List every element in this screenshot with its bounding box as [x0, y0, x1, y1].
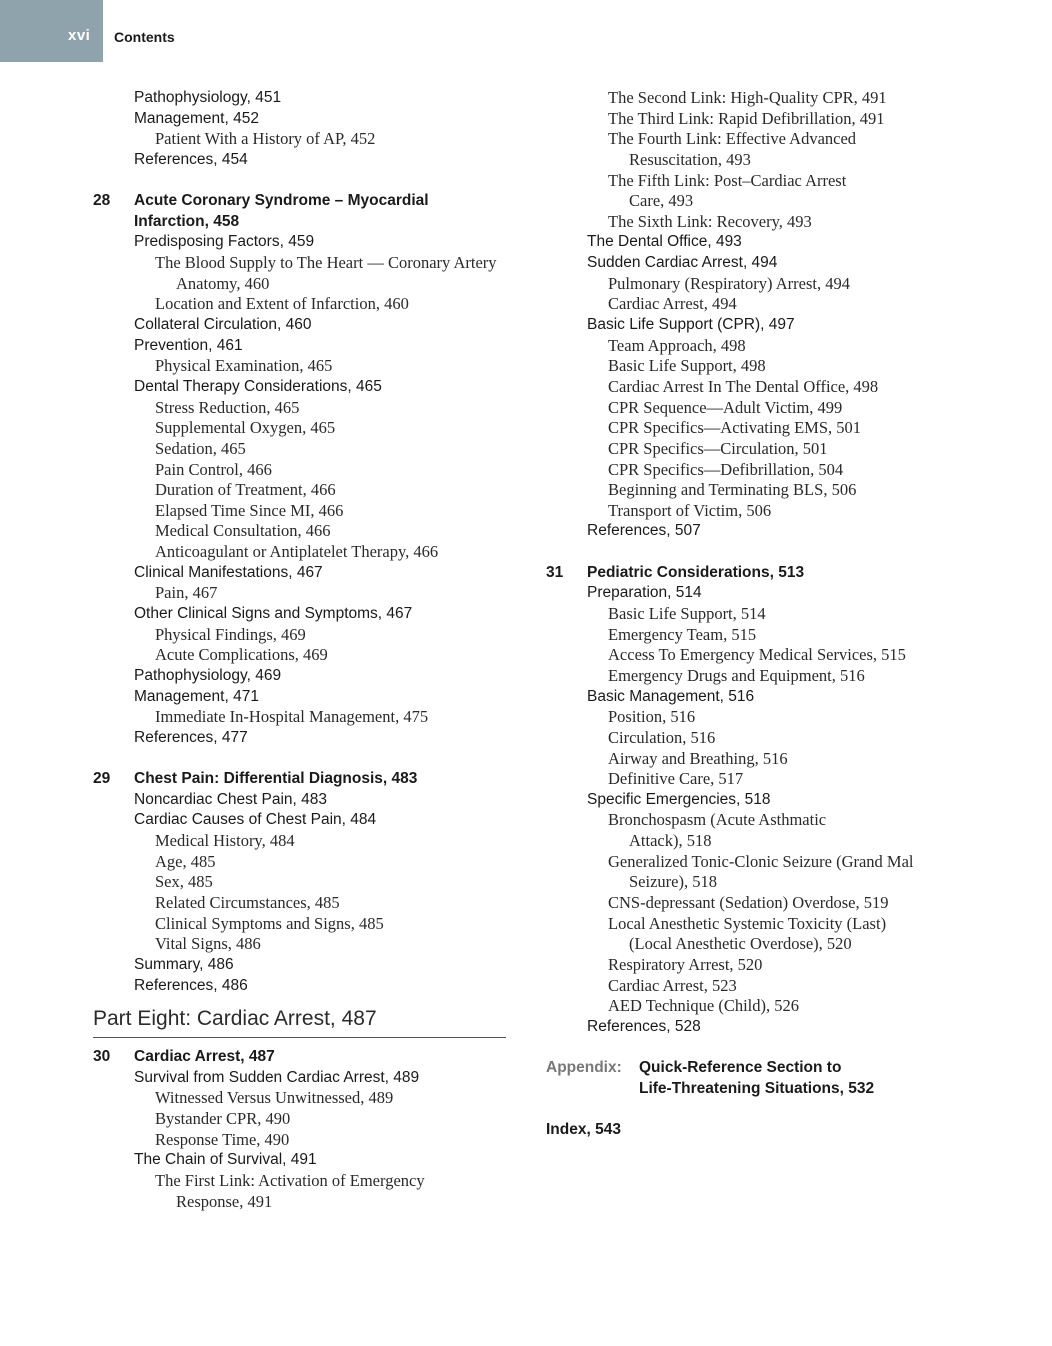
toc-subentry[interactable]: Location and Extent of Infarction, 460	[155, 294, 409, 314]
toc-entry[interactable]: Prevention, 461	[134, 336, 243, 354]
toc-entry[interactable]: Collateral Circulation, 460	[134, 316, 312, 334]
toc-entry[interactable]: References, 477	[134, 728, 248, 746]
contents-left-column	[93, 88, 506, 1212]
toc-entry[interactable]: Preparation, 514	[587, 584, 702, 602]
toc-subentry[interactable]: Sedation, 465	[155, 438, 246, 458]
toc-subentry-cont[interactable]: (Local Anesthetic Overdose), 520	[629, 934, 852, 954]
toc-entry[interactable]: Pathophysiology, 451	[134, 89, 282, 106]
toc-entry[interactable]: Cardiac Causes of Chest Pain, 484	[134, 811, 377, 829]
toc-entry[interactable]: Basic Management, 516	[587, 687, 755, 705]
toc-subentry[interactable]: Basic Life Support, 498	[608, 356, 766, 376]
toc-subentry[interactable]: Immediate In-Hospital Management, 475	[155, 707, 429, 727]
toc-subentry[interactable]: The Third Link: Rapid Defibrillation, 491	[608, 108, 885, 128]
index-title[interactable]: Index, 543	[546, 1121, 621, 1139]
toc-subentry[interactable]: Medical Consultation, 466	[155, 521, 331, 541]
toc-subentry-cont[interactable]: Care, 493	[629, 191, 694, 211]
appendix-label: Appendix:	[546, 1059, 622, 1077]
toc-subentry[interactable]: Cardiac Arrest, 494	[608, 294, 737, 314]
toc-subentry[interactable]: The Blood Supply to The Heart — Coronary Artery	[155, 253, 497, 273]
toc-subentry-cont[interactable]: Attack), 518	[629, 831, 712, 851]
toc-entry[interactable]: Management, 471	[134, 687, 259, 705]
appendix-title[interactable]: Appendix: Quick-Reference Section to	[546, 1058, 966, 1079]
toc-subentry[interactable]: Physical Examination, 465	[155, 356, 333, 376]
toc-entry[interactable]: Specific Emergencies, 518	[587, 790, 771, 808]
toc-subentry[interactable]: Sex, 485	[155, 872, 213, 892]
toc-subentry[interactable]: Local Anesthetic Systemic Toxicity (Last)	[608, 913, 887, 933]
running-head: Contents	[114, 29, 175, 45]
toc-entry[interactable]: Management, 452	[134, 109, 259, 127]
toc-subentry[interactable]: Pain Control, 466	[155, 459, 272, 479]
toc-entry[interactable]: Summary, 486	[134, 955, 234, 973]
toc-entry[interactable]: Dental Therapy Considerations, 465	[134, 377, 382, 395]
toc-subentry-cont[interactable]: Response, 491	[176, 1191, 273, 1211]
page-number: xvi	[68, 27, 91, 44]
toc-subentry[interactable]: Pulmonary (Respiratory) Arrest, 494	[608, 273, 850, 293]
toc-subentry[interactable]: Generalized Tonic-Clonic Seizure (Grand Mal	[608, 851, 914, 871]
contents-right-column	[546, 88, 966, 1141]
chapter-number: 28	[93, 192, 111, 210]
toc-subentry[interactable]: Transport of Victim, 506	[608, 500, 772, 520]
chapter-31-title[interactable]: 31 Pediatric Considerations, 513	[546, 563, 966, 584]
toc-subentry[interactable]: The Fourth Link: Effective Advanced	[608, 129, 857, 149]
toc-entry[interactable]: Survival from Sudden Cardiac Arrest, 489	[134, 1068, 420, 1086]
toc-subentry[interactable]: Cardiac Arrest, 523	[608, 975, 737, 995]
chapter-number: 29	[93, 770, 111, 788]
toc-subentry[interactable]: CPR Specifics—Circulation, 501	[608, 438, 828, 458]
toc-entry[interactable]: Clinical Manifestations, 467	[134, 563, 323, 581]
toc-subentry[interactable]: Medical History, 484	[155, 831, 295, 851]
toc-subentry[interactable]: The First Link: Activation of Emergency	[155, 1171, 425, 1191]
page-number-tab	[0, 0, 103, 62]
toc-subentry[interactable]: CNS-depressant (Sedation) Overdose, 519	[608, 892, 889, 912]
toc-subentry[interactable]: Supplemental Oxygen, 465	[155, 418, 336, 438]
toc-subentry-cont[interactable]: Seizure), 518	[629, 872, 717, 892]
toc-subentry[interactable]: Airway and Breathing, 516	[608, 748, 788, 768]
toc-entry[interactable]: References, 454	[134, 150, 248, 168]
toc-subentry[interactable]: Stress Reduction, 465	[155, 397, 300, 417]
chapter-28-title-cont[interactable]: Infarction, 458	[134, 212, 240, 230]
toc-subentry[interactable]: Elapsed Time Since MI, 466	[155, 500, 344, 520]
toc-subentry[interactable]: Access To Emergency Medical Services, 515	[608, 645, 906, 665]
toc-entry[interactable]: The Dental Office, 493	[587, 233, 742, 251]
toc-subentry[interactable]: Team Approach, 498	[608, 335, 746, 355]
toc-subentry-cont[interactable]: Anatomy, 460	[176, 273, 270, 293]
toc-subentry[interactable]: Definitive Care, 517	[608, 769, 744, 789]
toc-subentry-cont[interactable]: Resuscitation, 493	[629, 149, 751, 169]
appendix-title-cont[interactable]: Life-Threatening Situations, 532	[639, 1079, 875, 1097]
toc-subentry[interactable]: Witnessed Versus Unwitnessed, 489	[155, 1088, 394, 1108]
toc-subentry[interactable]: Age, 485	[155, 851, 216, 871]
toc-subentry[interactable]: Anticoagulant or Antiplatelet Therapy, 466	[155, 542, 439, 562]
toc-subentry[interactable]: Position, 516	[608, 707, 696, 727]
toc-entry[interactable]: Predisposing Factors, 459	[134, 233, 315, 251]
chapter-28-title[interactable]: 28 Acute Coronary Syndrome – Myocardial	[93, 191, 506, 212]
toc-subentry[interactable]: Duration of Treatment, 466	[155, 480, 336, 500]
toc-entry[interactable]: References, 528	[587, 1017, 701, 1035]
toc-subentry[interactable]: The Second Link: High-Quality CPR, 491	[608, 88, 887, 107]
toc-entry[interactable]: References, 507	[587, 522, 701, 540]
toc-entry[interactable]: Pathophysiology, 469	[134, 666, 282, 684]
toc-subentry[interactable]: CPR Sequence—Adult Victim, 499	[608, 397, 843, 417]
toc-subentry[interactable]: The Sixth Link: Recovery, 493	[608, 211, 812, 231]
toc-subentry[interactable]: Emergency Drugs and Equipment, 516	[608, 665, 865, 685]
toc-subentry[interactable]: Emergency Team, 515	[608, 624, 757, 644]
toc-subentry[interactable]: Circulation, 516	[608, 727, 716, 747]
toc-subentry[interactable]: AED Technique (Child), 526	[608, 996, 800, 1016]
chapter-29-title[interactable]: 29 Chest Pain: Differential Diagnosis, 483	[93, 769, 506, 790]
toc-subentry[interactable]: Pain, 467	[155, 583, 218, 603]
chapter-30-title[interactable]: 30 Cardiac Arrest, 487	[93, 1047, 506, 1068]
toc-subentry[interactable]: Vital Signs, 486	[155, 934, 261, 954]
toc-entry[interactable]: Other Clinical Signs and Symptoms, 467	[134, 605, 413, 623]
toc-subentry[interactable]: Patient With a History of AP, 452	[155, 129, 376, 149]
toc-subentry[interactable]: Clinical Symptoms and Signs, 485	[155, 913, 384, 933]
toc-subentry[interactable]: Bronchospasm (Acute Asthmatic	[608, 810, 827, 830]
toc-entry[interactable]: Sudden Cardiac Arrest, 494	[587, 254, 778, 272]
toc-entry[interactable]: Basic Life Support (CPR), 497	[587, 316, 795, 334]
toc-entry[interactable]: The Chain of Survival, 491	[134, 1151, 317, 1169]
toc-subentry[interactable]: Beginning and Terminating BLS, 506	[608, 480, 857, 500]
toc-entry[interactable]: Noncardiac Chest Pain, 483	[134, 790, 328, 808]
toc-subentry[interactable]: Basic Life Support, 514	[608, 604, 766, 624]
toc-subentry[interactable]: Acute Complications, 469	[155, 645, 328, 665]
toc-subentry[interactable]: Respiratory Arrest, 520	[608, 954, 763, 974]
toc-entry[interactable]: References, 486	[134, 976, 248, 994]
toc-subentry[interactable]: Cardiac Arrest In The Dental Office, 498	[608, 376, 879, 396]
part-eight-heading[interactable]: Part Eight: Cardiac Arrest, 487	[93, 1000, 506, 1038]
toc-subentry[interactable]: Bystander CPR, 490	[155, 1109, 291, 1129]
toc-subentry[interactable]: The Fifth Link: Post–Cardiac Arrest	[608, 170, 847, 190]
chapter-number: 30	[93, 1048, 111, 1066]
chapter-number: 31	[546, 563, 564, 581]
toc-subentry[interactable]: CPR Specifics—Activating EMS, 501	[608, 418, 861, 438]
toc-subentry[interactable]: CPR Specifics—Defibrillation, 504	[608, 459, 844, 479]
toc-subentry[interactable]: Physical Findings, 469	[155, 624, 306, 644]
toc-subentry[interactable]: Related Circumstances, 485	[155, 892, 340, 912]
toc-subentry[interactable]: Response Time, 490	[155, 1129, 290, 1149]
